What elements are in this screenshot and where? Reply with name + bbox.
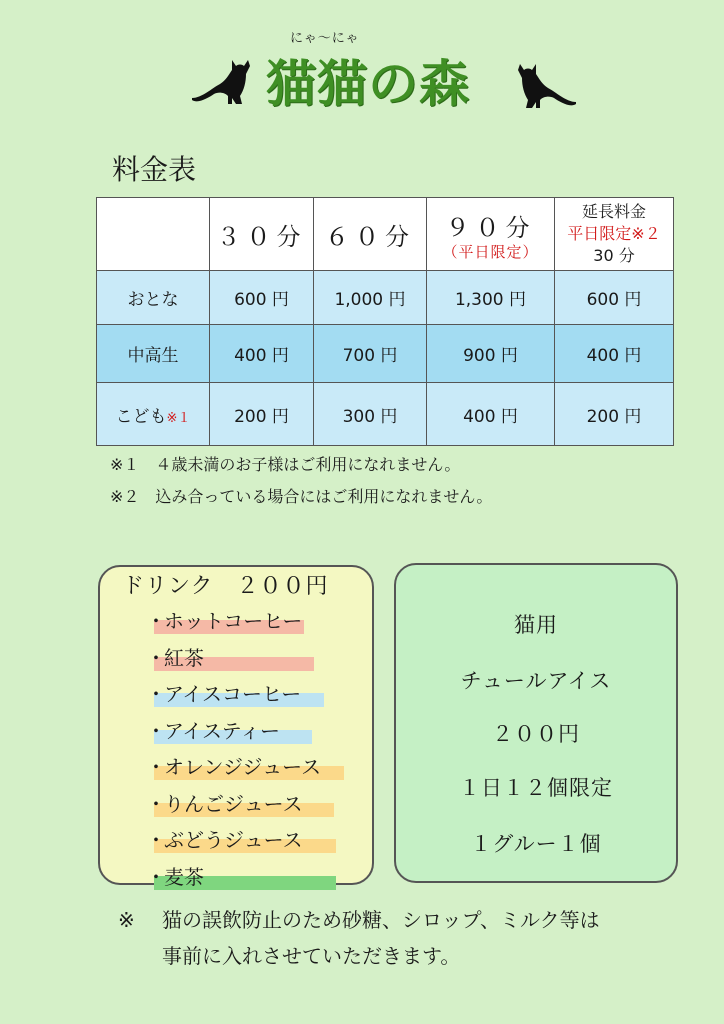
cat-food-product: チュールアイス	[460, 669, 612, 693]
drink-name: 麦茶	[164, 864, 204, 889]
drink-bullet: ・	[146, 755, 166, 779]
drink-bullet: ・	[146, 828, 166, 852]
drink-name: りんごジュース	[164, 791, 303, 816]
row-label-student: 中高生	[97, 325, 210, 383]
table-row-child	[97, 383, 674, 446]
column-header-extension-note: 平日限定※２	[567, 224, 661, 243]
row-label-child-cell	[97, 383, 210, 446]
footnote-2: ※２ 込み合っている場合にはご利用になれません。	[110, 487, 493, 506]
price-cell: 700 円	[314, 325, 427, 383]
price-cell: 200 円	[210, 383, 314, 446]
drink-bullet: ・	[146, 864, 166, 889]
footer-note-mark: ※	[118, 908, 135, 932]
drink-bullet: ・	[146, 682, 166, 706]
footer-note	[118, 902, 600, 974]
price-cell: 400 円	[427, 383, 555, 446]
footer-note-line2: 事前に入れさせていただきます。	[162, 944, 461, 968]
table-row-adult	[97, 271, 674, 325]
drink-bullet: ・	[146, 645, 166, 670]
price-table	[96, 197, 674, 446]
cat-silhouette-right-icon	[508, 62, 578, 112]
column-header-90min-label: ９０分	[445, 213, 536, 242]
row-label-child-note-mark: ※１	[166, 410, 191, 426]
price-cell: 200 円	[555, 383, 674, 446]
price-cell: 600 円	[210, 271, 314, 325]
price-cell: 300 円	[314, 383, 427, 446]
drink-bullet: ・	[146, 791, 166, 816]
price-cell: 400 円	[555, 325, 674, 383]
cat-silhouette-left-icon	[190, 58, 260, 108]
footer-note-line1: 猫の誤飲防止のため砂糖、シロップ、ミルク等は	[162, 908, 600, 932]
title-ruby: にゃ〜にゃ	[290, 31, 360, 46]
column-header-90min	[427, 198, 555, 271]
column-header-extension	[555, 198, 674, 271]
price-table-heading: 料金表	[112, 153, 197, 186]
column-header-extension-duration: 30 分	[593, 246, 635, 265]
cat-food-box	[394, 563, 678, 883]
drink-name: オレンジジュース	[164, 755, 322, 779]
cat-food-daily-limit: １日１２個限定	[459, 776, 613, 800]
price-cell: 400 円	[210, 325, 314, 383]
header	[0, 0, 724, 120]
column-header-extension-label: 延長料金	[581, 202, 646, 221]
drink-name: ホットコーヒー	[164, 609, 303, 633]
column-header-60min: ６０分	[314, 198, 427, 271]
cat-food-label: 猫用	[514, 613, 558, 637]
drink-bullet: ・	[146, 609, 166, 633]
column-header-30min: ３０分	[210, 198, 314, 271]
price-cell: 600 円	[555, 271, 674, 325]
drink-name: 紅茶	[164, 645, 204, 670]
price-table-corner-cell	[97, 198, 210, 271]
table-row-student	[97, 325, 674, 383]
row-label-adult: おとな	[97, 271, 210, 325]
drink-name: アイスティー	[164, 718, 280, 743]
row-label-child: こども	[115, 406, 167, 427]
drink-bullet: ・	[146, 718, 166, 743]
price-cell: 900 円	[427, 325, 555, 383]
drink-name: アイスコーヒー	[164, 682, 302, 706]
drink-name: ぶどうジュース	[164, 828, 303, 852]
drink-menu-box	[98, 565, 374, 889]
cat-food-price: ２００円	[492, 722, 580, 746]
price-cell: 1,000 円	[314, 271, 427, 325]
price-cell: 1,300 円	[427, 271, 555, 325]
drink-menu-title: ドリンク ２００円	[122, 574, 329, 599]
cat-food-group-limit: １グルー１個	[470, 832, 602, 856]
shop-title: 猫猫の森	[266, 55, 470, 113]
footnote-1: ※１ ４歳未満のお子様はご利用になれません。	[110, 455, 461, 474]
column-header-90min-note: （平日限定）	[442, 242, 539, 261]
